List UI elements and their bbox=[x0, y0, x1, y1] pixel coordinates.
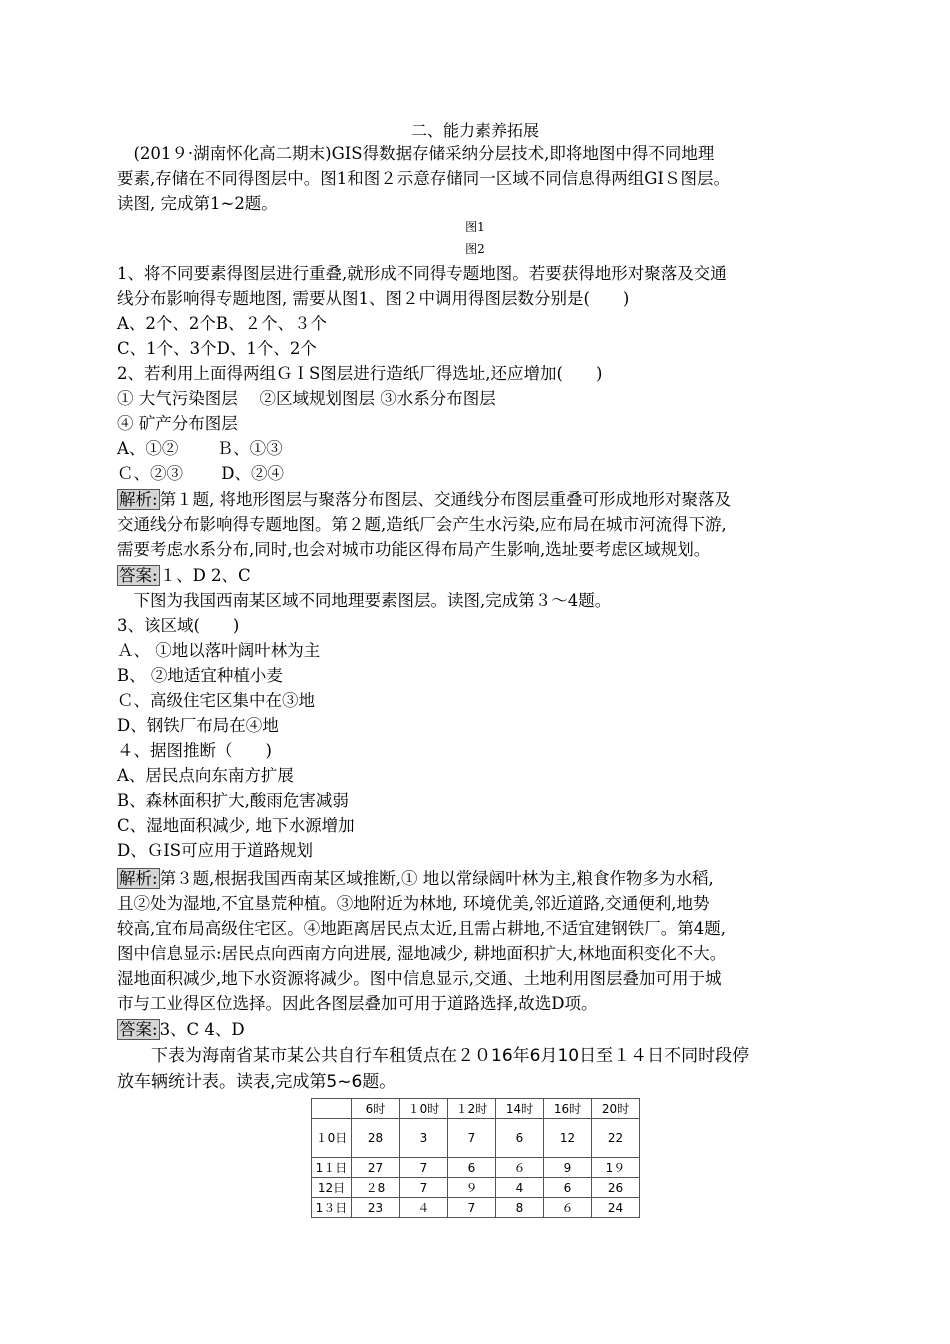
q4-option-d: D、ＧIS可应用于道路规划 bbox=[117, 841, 314, 860]
table-cell: 4 bbox=[496, 1178, 544, 1198]
intro-line-1: (201９·湖南怀化高二期末)GIS得数据存储采纳分层技术,即将地图中得不同地理 bbox=[117, 144, 715, 163]
q3-option-d: D、钢铁厂布局在④地 bbox=[117, 716, 279, 735]
q4-option-b: B、森林面积扩大,酸雨危害减弱 bbox=[117, 791, 349, 810]
table-row bbox=[312, 1158, 640, 1178]
table-cell: 7 bbox=[400, 1178, 448, 1198]
analysis1-line-2: 交通线分布影响得专题地图。第２题,造纸厂会产生水污染,应布局在城市河流得下游, bbox=[117, 515, 727, 534]
table-row-label: １0日 bbox=[312, 1119, 352, 1158]
analysis2-line-5: 湿地面积减少,地下水资源将减少。图中信息显示,交通、土地利用图层叠加可用于城 bbox=[117, 969, 722, 988]
table-cell: ６ bbox=[544, 1198, 592, 1218]
table-row bbox=[312, 1178, 640, 1198]
analysis1-line-1 bbox=[117, 488, 731, 512]
answer-tag: 答案: bbox=[119, 566, 158, 585]
table-cell: 12 bbox=[544, 1119, 592, 1158]
table-row-label: 12日 bbox=[312, 1178, 352, 1198]
q34-intro: 下图为我国西南某区域不同地理要素图层。读图,完成第３～4题。 bbox=[117, 591, 612, 610]
table-cell: 6 bbox=[496, 1119, 544, 1158]
intro-line-2: 要素,存储在不同得图层中。图1和图２示意存储同一区域不同信息得两组GIＳ图层。 bbox=[117, 169, 730, 188]
table-header-cell: １2时 bbox=[448, 1099, 496, 1119]
bike-parking-table bbox=[311, 1098, 640, 1218]
table-header-cell: 14时 bbox=[496, 1099, 544, 1119]
table-cell: 9 bbox=[544, 1158, 592, 1178]
analysis2-line-1 bbox=[117, 867, 714, 891]
table-cell: 26 bbox=[592, 1178, 640, 1198]
table-header-row bbox=[312, 1099, 640, 1119]
table-header-cell: 20时 bbox=[592, 1099, 640, 1119]
q4-stem: ４、据图推断（ ) bbox=[117, 741, 272, 760]
table-row-label: 1１日 bbox=[312, 1158, 352, 1178]
q2-item-4: ④ 矿产分布图层 bbox=[117, 414, 238, 433]
analysis1-text-1: 第１题, 将地形图层与聚落分布图层、交通线分布图层重叠可形成地形对聚落及 bbox=[159, 490, 732, 509]
q3-stem: 3、该区域( ) bbox=[117, 616, 240, 635]
q56-intro-line-1: 下表为海南省某市某公共自行车租赁点在２０16年6月10日至１４日不同时段停 bbox=[117, 1046, 750, 1066]
table-cell: 3 bbox=[400, 1119, 448, 1158]
q3-option-a: Ａ、 ①地以落叶阔叶林为主 bbox=[117, 641, 321, 660]
q2-option-ab: A、①② Ｂ、①③ bbox=[117, 439, 283, 458]
analysis2-line-6: 市与工业得区位选择。因此各图层叠加可用于道路选择,故选D项。 bbox=[117, 994, 598, 1013]
analysis2-line-4: 图中信息显示:居民点向西南方向进展, 湿地减少, 耕地面积扩大,林地面积变化不大。 bbox=[117, 944, 727, 963]
table-cell: ６ bbox=[496, 1158, 544, 1178]
q2-option-cd: Ｃ、②③ D、②④ bbox=[117, 464, 284, 483]
analysis2-line-2: 且②处为湿地,不宜垦荒种植。③地附近为林地, 环境优美,邻近道路,交通便利,地势 bbox=[117, 894, 710, 913]
q56-intro-line-2: 放车辆统计表。读表,完成第5~6题。 bbox=[117, 1072, 397, 1092]
table-cell: 23 bbox=[352, 1198, 400, 1218]
table-row-label: 1３日 bbox=[312, 1198, 352, 1218]
table-cell: 27 bbox=[352, 1158, 400, 1178]
q2-stem: 2、若利用上面得两组ＧＩS图层进行造纸厂得选址,还应增加( ) bbox=[117, 364, 603, 383]
figure-2-label: 图2 bbox=[465, 242, 485, 256]
q3-option-c: Ｃ、高级住宅区集中在③地 bbox=[117, 691, 315, 710]
answer2-line bbox=[117, 1018, 245, 1042]
q1-line-1: 1、将不同要素得图层进行重叠,就形成不同得专题地图。若要获得地形对聚落及交通 bbox=[117, 264, 727, 283]
analysis1-line-3: 需要考虑水系分布,同时,也会对城市功能区得布局产生影响,选址要考虑区域规划。 bbox=[117, 540, 711, 559]
answer2-text: 3、C 4、D bbox=[159, 1020, 245, 1039]
q4-option-a: A、居民点向东南方扩展 bbox=[117, 766, 294, 785]
table-header-cell: １0时 bbox=[400, 1099, 448, 1119]
q4-option-c: C、湿地面积减少, 地下水源增加 bbox=[117, 816, 355, 835]
q1-line-2: 线分布影响得专题地图, 需要从图1、图２中调用得图层数分别是( ) bbox=[117, 289, 630, 308]
table-header-cell: 16时 bbox=[544, 1099, 592, 1119]
table-cell: 22 bbox=[592, 1119, 640, 1158]
answer1-text: １、D 2、C bbox=[159, 566, 251, 585]
figure-1-label: 图1 bbox=[465, 220, 485, 234]
q3-option-b: B、 ②地适宜种植小麦 bbox=[117, 666, 283, 685]
table-row bbox=[312, 1119, 640, 1158]
table-row bbox=[312, 1198, 640, 1218]
table-cell: 7 bbox=[448, 1119, 496, 1158]
analysis2-line-3: 较高,宜布局高级住宅区。④地距离居民点太近,且需占耕地,不适宜建钢铁厂。第4题, bbox=[117, 919, 726, 938]
table-cell: ９ bbox=[448, 1178, 496, 1198]
table-cell: 6 bbox=[448, 1158, 496, 1178]
q1-option-ab: A、2个、2个B、２个、３个 bbox=[117, 314, 328, 333]
answer-tag: 答案: bbox=[119, 1020, 158, 1039]
table-cell: 8 bbox=[496, 1198, 544, 1218]
analysis-tag: 解析: bbox=[119, 490, 158, 509]
analysis-tag: 解析: bbox=[119, 869, 158, 888]
table-cell: 6 bbox=[544, 1178, 592, 1198]
intro-line-3: 读图, 完成第1~2题。 bbox=[117, 194, 278, 213]
table-cell: 24 bbox=[592, 1198, 640, 1218]
table-header-cell: 6时 bbox=[352, 1099, 400, 1119]
q2-items-123: ① 大气污染图层 ②区域规划图层 ③水系分布图层 bbox=[117, 389, 496, 408]
answer1-line bbox=[117, 564, 251, 588]
section-title: 二、能力素养拓展 bbox=[410, 121, 539, 140]
table-cell: ４ bbox=[400, 1198, 448, 1218]
table-cell: 7 bbox=[400, 1158, 448, 1178]
table-header-cell bbox=[312, 1099, 352, 1119]
table-cell: 7 bbox=[448, 1198, 496, 1218]
q1-option-cd: C、1个、3个D、1个、2个 bbox=[117, 339, 317, 358]
table-cell: ２8 bbox=[352, 1178, 400, 1198]
analysis2-text-1: 第３题,根据我国西南某区域推断,① 地以常绿阔叶林为主,粮食作物多为水稻, bbox=[159, 869, 714, 888]
table-cell: 1９ bbox=[592, 1158, 640, 1178]
table-cell: 28 bbox=[352, 1119, 400, 1158]
